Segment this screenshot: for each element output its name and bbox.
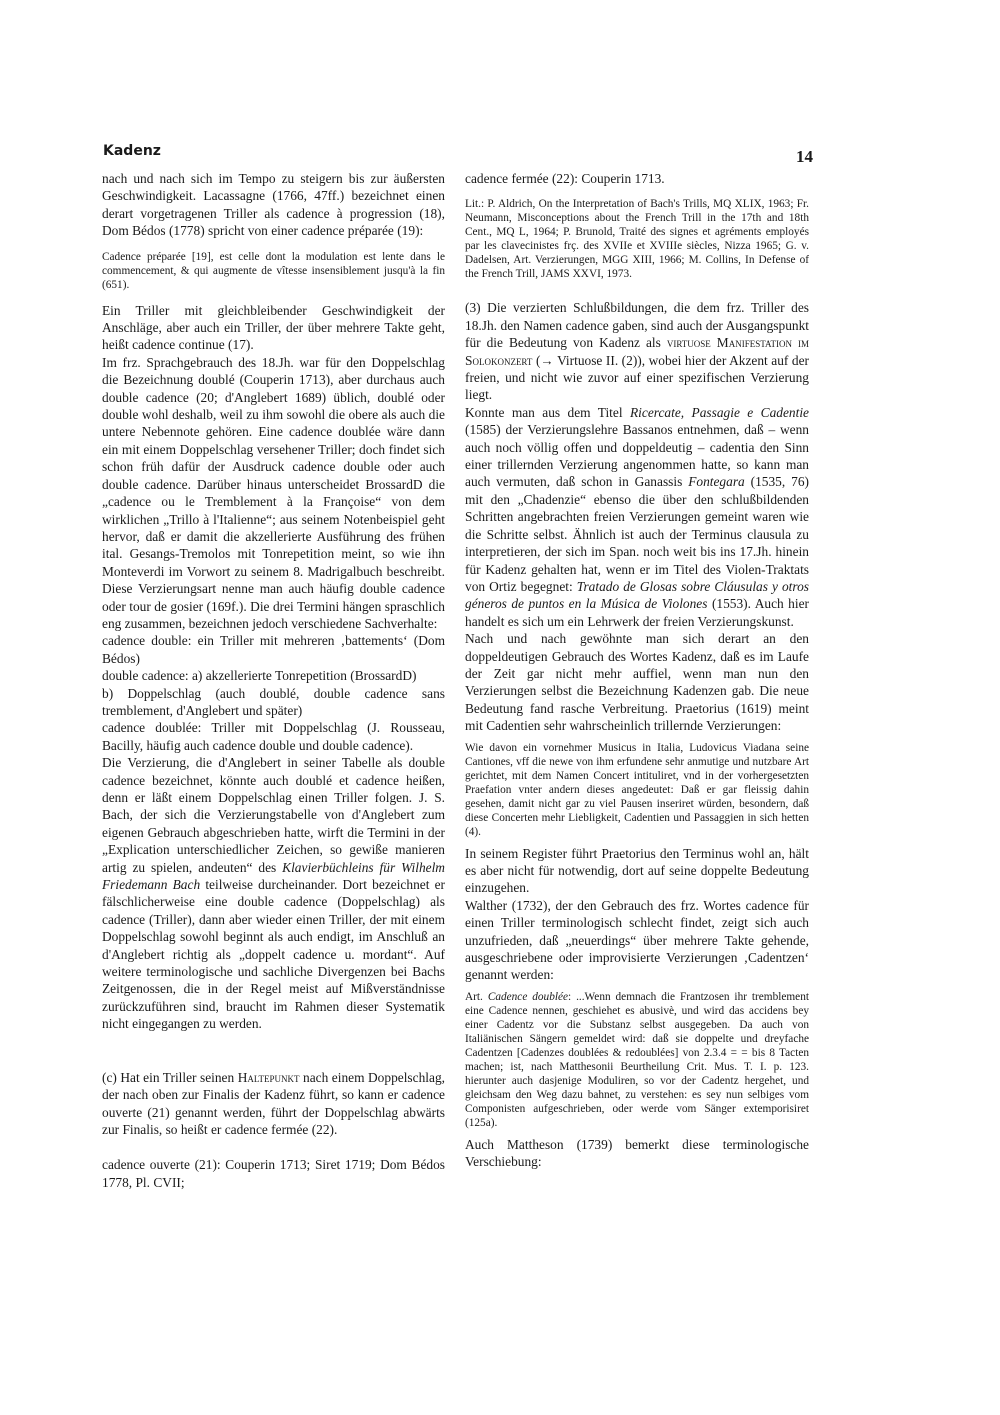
paragraph [102,754,445,1033]
work-title: Fontegara [688,474,745,490]
paragraph-text: nach einem Doppelschlag, der nach oben zur Finalis der Kadenz führt, so kann er cadence ouverte (21) genannt werden, führt der Doppelschlag abwärts zur Finalis, so heißt er cadence fermée (22). [102,1069,445,1137]
block-quote [465,990,809,1130]
page-number: 14 [796,147,813,166]
paragraph: Ein Triller mit gleichbleibender Geschwindigkeit der Anschläge, aber auch ein Triller, der über mehrere Takte geht, heißt cadence continue (17). [102,302,445,353]
paragraph [465,404,809,630]
paragraph: Nach und nach gewöhnte man sich derart an den doppeldeutigen Gebrauch des Wortes Kadenz, daß es im Laufe der Zeit gar nicht mehr auffiel, wenn man nun den Verzierungen selbst die Bezeichnung Kadenzen gab. Die neue Bedeutung fand rasche Verbreitung. Praetorius (1619) meint mit Cadentien sehr wahrscheinlich trillernde Verzierungen: [465,631,809,734]
work-title: Ricercate, Passagie e Cadentie [629,404,809,420]
paragraph-text: (3) Die verzierten Schlußbildungen, die dem frz. Triller des 18.Jh. den Namen cadence gaben, sind auch der Ausgangspunkt für die Bedeutung von Kadenz als [465,300,809,351]
cross-reference: Haltepunkt [237,1069,300,1085]
paragraph: Im frz. Sprachgebrauch des 18.Jh. war für den Doppelschlag die Bezeichnung doublé (Couperin 1713), aber durchaus auch double cadence (20; d'Anglebert 1689) üblich, doublé oder double wohl deshalb, weil zu ihm sowohl die obere als auch die untere Nebennote gehören. Eine cadence doublée wäre dann ein mit einem Doppelschlag versehener Triller; doch findet sich schon früh dafür der Ausdruck cadence double oder auch double cadence. Darüber hinaus unterscheidet BrossardD die „cadence ou le Tremblement à la Françoise“ von dem wirklichen „Trillo à l'Italienne“; aus seinem Notenbeispiel geht hervor, daß er damit die akzellerierte Ausführung des frühen ital. Gesangs-Tremolos mit Tonrepetition meint, so wie ihn Monteverdi im Vorwort zu seinem 8. Madrigalbuch beschreibt. Diese Verzierungsart nenne man auch häufig double cadence oder tour de gosier (169f.). Die drei Termini hängen spraschlich eng zusammen, bezeichnen jedoch verschiedene Sachverhalte: [102,354,445,631]
definition-line: cadence doublée: Triller mit Doppelschlag (J. Rousseau, Bacilly, häufig auch cadence double und double cadence). [102,720,445,753]
reference-note: cadence ouverte (21): Couperin 1713; Siret 1719; Dom Bédos 1778, Pl. CVII; [102,1157,445,1190]
paragraph-text: (1535, 76) mit den „Chadenzie“ ebenso die über den schlußbildenden Schritten angebrachten freien Verzierungen gemeint waren wie die Schritte selbst. Ähnlich ist auch der Terminus clausula zu interpretieren, der sich im Span. noch weit bis ins 17.Jh. hinein für Kadenz gehalten hat, wenn er im Titel des Violen-Traktats von Ortiz begegnet: [465,474,809,594]
paragraph: nach und nach sich im Tempo zu steigern bis zur äußersten Geschwindigkeit. Lacassagne (1766, 47ff.) bezeichnet einen derart vorgetragenen Triller als cadence à progression (18), Dom Bédos (1778) spricht von einer cadence préparée (19): [102,171,445,239]
paragraph-text: Konnte man aus dem Titel [465,404,623,420]
quote-text: : ...Wenn demnach die Frantzosen ihr tremblement eine Cadence nennen, geschiehet es abusivè, und wird das accidens bey einer Cadentz vor die Substanz selbst ausgegeben. Da auch von Italiänischen Sängern gemeldet wird: daß sie doppelte und dreyfache Cadentzen [Cadenzes doublées & redoublées] von 2.3.4 = = bis 8 Tacten machen; ist, nach Matthesonii Beurtheilung Crit. Mus. T. I. p. 123. hierunter auch dasjenige Moduliren, so vor der Cadentz hergehet, und gleichsam den Weg dazu bahnet, zu verstehen: es sey nun selbiges vom Componisten aufgeschrieben, oder werde vom Sänger extemporisiret (125a). [465,990,809,1129]
definition-line: b) Doppelschlag (auch doublé, double cadence sans tremblement, d'Anglebert und später) [102,685,445,718]
block-quote: Cadence préparée [19], est celle dont la modulation est lente dans le commencement, & qui augmente de vîtesse insensiblement jusqu'à la fin (651). [102,250,445,291]
paragraph-text: (1585) der Verzierungslehre Bassanos entnehmen, daß – wenn auch noch völlig offen und doppeldeutig – cadentia den Sinn einer trillernden Verzierung angenommen hatte, so kann man auch vermuten, daß schon in Ganassis [465,422,809,490]
running-head-title: Kadenz [103,143,161,159]
work-title: Klavierbüchleins für Wilhelm Friedemann Bach [102,859,445,893]
paragraph-text: (c) Hat ein Triller seinen [102,1069,235,1085]
paragraph-text: (1553). Auch hier handelt es sich um ein Lehrwerk der freien Verzierungskunst. [465,596,809,629]
paragraph: Auch Mattheson (1739) bemerkt diese terminologische Verschiebung: [465,1136,809,1170]
reference-note: cadence fermée (22): Couperin 1713. [465,171,665,186]
literature-list: Lit.: P. Aldrich, On the Interpretation of Bach's Trills, MQ XLIX, 1963; Fr. Neumann, Misconceptions about the French Trill in the 17th and 18th Cent., MQ L, 1964; P. Brunold, Traité des signes et agréments employés par les clavecinistes frç. des XVIIe et XVIIIe siècles, Nizza 1965; G. v. Dadelsen, Art. Verzierungen, MGG XIII, 1966; M. Collins, In Defense of the French Trill, JAMS XXVI, 1973. [465,198,809,281]
cross-reference: virtuose Manifestation im Solokonzert [465,335,809,368]
article-title: Cadence doublée [487,990,569,1003]
paragraph-text: (→ Virtuose II. (2)), wobei hier der Akzent auf der freien, und nicht wie zuvor auf einer spezifischen Verzierung liegt. [465,352,809,403]
paragraph-text: teilweise durcheinander. Dort bezeichnet er fälschlicherweise eine double cadence (Doppelschlag) als cadence (Triller), dann aber wieder einen Triller, der mit einem Doppelschlag sowohl beginnt als auch endigt, im Anschluß an d'Anglebert richtig als „doppelt cadence u. mordant“. Auf weitere terminologische und sachliche Divergenzen bei Bachs Zeitgenossen, die in der Regel meist auf Mißverständnisse zurückzuführen sind, braucht im Rahmen dieser Systematik nicht eingegangen zu werden. [102,877,445,1032]
right-column [465,170,809,1171]
paragraph-text: Die Verzierung, die d'Anglebert in seiner Tabelle als double cadence bezeichnet, könnte auch doublé et cadence heißen, denn er läßt einem Doppelschlag einen Triller folgen. J. S. Bach, der sich die Verzierungstabelle von d'Anglebert zum eigenen Gebrauch abgeschrieben hatte, wirft die Termini in der „Explication unterschiedlicher Zeichen, so gewiße manieren artig zu spielen, andeuten“ des [102,755,445,875]
block-quote: Wie davon ein vornehmer Musicus in Italia, Ludovicus Viadana seine Cantiones, vff die newe von ihm erfundene sehr anmutige und nutzbare Art gerichtet, mit dem Namen Concert intituliret, vnd in der vorhergesetzten Praefation vnter andern dieses angedeutet: Daß er gar fleissig dahin gesehen, damit nicht gar zu viel Pausen inseriret würden, besondern, daß diese Concerten mehr Liebligkeit, Cadentien und Passaggien in sich hetten (4). [465,741,809,838]
paragraph: Walther (1732), der den Gebrauch des frz. Wortes cadence für einen Triller terminologisch schlecht findet, zeigt sich auch unzufrieden, daß „neuerdings“ über mehrere Takte gehende, ausgeschriebene oder improvisierte Verzierungen ‚Cadentzen‘ genannt werden: [465,897,809,983]
definition-line: cadence double: ein Triller mit mehreren ‚battements‘ (Dom Bédos) [102,633,445,666]
left-column [102,170,445,1191]
paragraph [102,1069,445,1139]
work-title: Tratado de Glosas sobre Cláusulas y otros géneros de puntos en la Música de Violones [465,578,809,612]
paragraph [465,299,809,403]
definition-line: double cadence: a) akzellerierte Tonrepetition (BrossardD) [102,668,417,684]
quote-text: Art. [465,990,483,1003]
paragraph: In seinem Register führt Praetorius den Terminus wohl an, hält es aber nicht für notwendig, dort auf seine doppelte Bedeutung einzugehen. [465,845,809,896]
